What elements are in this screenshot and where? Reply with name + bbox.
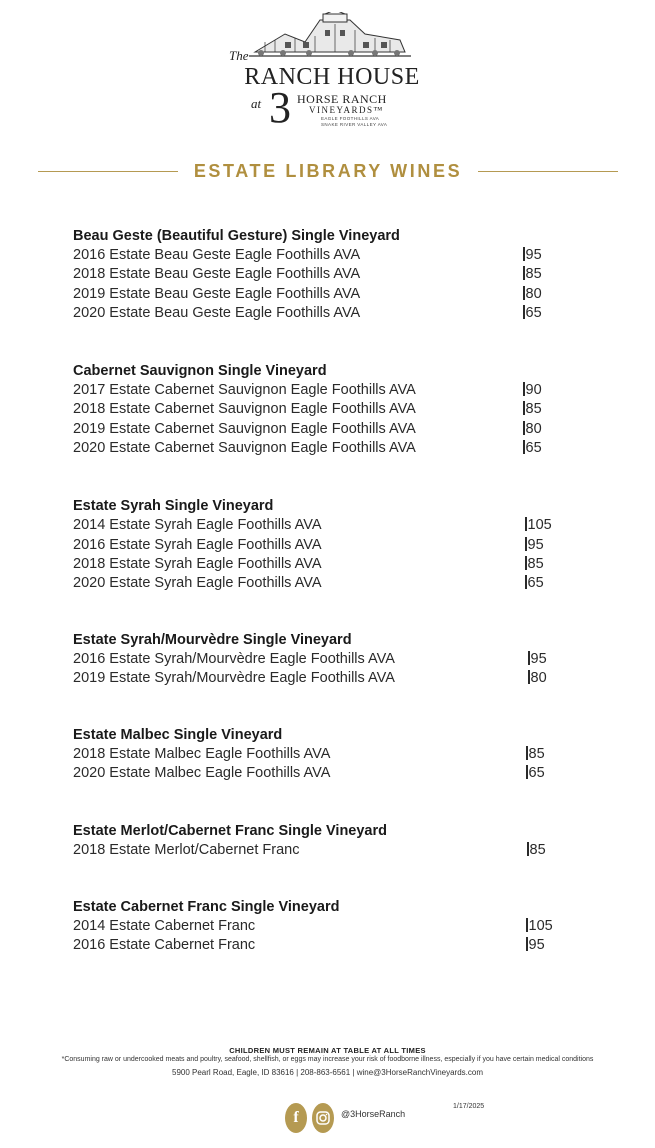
section-title: Estate Malbec Single Vineyard [73, 727, 283, 744]
wine-section [73, 497, 573, 593]
wine-section [73, 898, 573, 956]
wine-item [73, 555, 573, 574]
wine-name: 2016 Estate Syrah Eagle Foothills AVA [73, 536, 322, 553]
wine-item [73, 439, 573, 458]
wine-price: 85 [523, 400, 542, 419]
section-title: Estate Syrah Single Vineyard [73, 498, 274, 515]
wine-name: 2018 Estate Merlot/Cabernet Franc [73, 841, 300, 858]
wine-name: 2016 Estate Syrah/Mourvèdre Eagle Foothills AVA [73, 650, 395, 667]
logo-at: at [251, 96, 262, 111]
wine-price: 90 [523, 381, 542, 400]
wine-item [73, 574, 573, 593]
wine-name: 2014 Estate Syrah Eagle Foothills AVA [73, 517, 322, 534]
heading-rule-right [478, 171, 618, 172]
wine-name: 2019 Estate Cabernet Sauvignon Eagle Foothills AVA [73, 420, 416, 437]
wine-section [73, 227, 573, 323]
logo-name: RANCH HOUSE [244, 64, 420, 90]
page-title: ESTATE LIBRARY WINES [193, 160, 463, 181]
wine-price: 105 [525, 516, 552, 535]
section-title: Beau Geste (Beautiful Gesture) Single Vineyard [73, 228, 400, 244]
wine-price: 80 [523, 285, 542, 304]
wine-item [73, 400, 573, 419]
wine-item [73, 285, 573, 304]
wine-item [73, 650, 573, 669]
wine-name: 2017 Estate Cabernet Sauvignon Eagle Foothills AVA [73, 382, 416, 399]
heading-rule-left [38, 171, 178, 172]
instagram-glyph [312, 1103, 334, 1133]
wine-name: 2016 Estate Beau Geste Eagle Foothills AVA [73, 247, 361, 263]
wine-item [73, 381, 573, 400]
logo-horse-ranch: HORSE RANCH [297, 92, 387, 106]
wine-section [73, 822, 573, 860]
wine-name: 2020 Estate Malbec Eagle Foothills AVA [73, 765, 331, 782]
wine-price: 80 [528, 669, 547, 688]
logo-vineyards: VINEYARDS™ [309, 105, 384, 115]
wine-item [73, 516, 573, 535]
wine-price: 85 [525, 555, 544, 574]
wine-name: 2018 Estate Malbec Eagle Foothills AVA [73, 746, 331, 763]
wine-price: 95 [523, 246, 542, 265]
wine-price: 85 [526, 745, 545, 764]
facebook-icon[interactable]: f [285, 1103, 307, 1133]
wine-section [73, 631, 573, 689]
wine-price: 105 [526, 917, 553, 936]
social-row [285, 1103, 545, 1133]
wine-name: 2018 Estate Cabernet Sauvignon Eagle Foothills AVA [73, 401, 416, 418]
wine-name: 2014 Estate Cabernet Franc [73, 918, 256, 935]
wine-price: 85 [523, 265, 542, 284]
wine-price: 95 [526, 936, 545, 955]
wine-name: 2019 Estate Beau Geste Eagle Foothills AVA [73, 285, 361, 302]
wine-item [73, 841, 573, 860]
section-title: Estate Cabernet Franc Single Vineyard [73, 899, 340, 916]
wine-item [73, 936, 573, 955]
wine-price: 80 [523, 420, 542, 439]
children-notice: CHILDREN MUST REMAIN AT TABLE AT ALL TIMES [229, 1046, 426, 1055]
section-title: Estate Syrah/Mourvèdre Single Vineyard [73, 631, 352, 648]
wine-name: 2018 Estate Beau Geste Eagle Foothills AVA [73, 266, 361, 283]
food-disclaimer: *Consuming raw or undercooked meats and poultry, seafood, shellfish, or eggs may increase your risk of foodborne illness, especially if you have certain medical conditions [61, 1056, 594, 1063]
wine-price: 65 [526, 764, 545, 783]
wine-name: 2016 Estate Cabernet Franc [73, 937, 256, 954]
section-title: Estate Merlot/Cabernet Franc Single Vineyard [73, 822, 387, 839]
logo-ava-1: EAGLE FOOTHILLS AVA [321, 116, 380, 121]
wine-section [73, 726, 573, 784]
logo-number: 3 [269, 83, 291, 132]
ranch-house-logo [225, 12, 430, 130]
wine-section [73, 362, 573, 458]
wine-name: 2019 Estate Syrah/Mourvèdre Eagle Foothills AVA [73, 669, 395, 686]
heading-row [38, 158, 618, 184]
wine-item [73, 265, 573, 284]
wine-price: 95 [525, 536, 544, 555]
wine-price: 65 [523, 439, 542, 458]
print-date: 1/17/2025 [453, 1103, 485, 1110]
logo-the: The [229, 48, 249, 63]
contact-info: 5900 Pearl Road, Eagle, ID 83616 | 208-863-6561 | wine@3HorseRanchVineyards.com [172, 1068, 483, 1077]
section-title: Cabernet Sauvignon Single Vineyard [73, 363, 327, 380]
instagram-icon[interactable] [312, 1103, 334, 1133]
wine-name: 2020 Estate Syrah Eagle Foothills AVA [73, 575, 322, 592]
wine-item [73, 246, 573, 265]
wine-item [73, 745, 573, 764]
wine-price: 65 [525, 574, 544, 593]
wine-name: 2018 Estate Syrah Eagle Foothills AVA [73, 555, 322, 572]
logo-ava-2: SNAKE RIVER VALLEY AVA [321, 122, 388, 127]
footer [0, 1046, 655, 1077]
wine-price: 85 [527, 841, 546, 860]
wine-item [73, 536, 573, 555]
wine-price: 95 [528, 650, 547, 669]
logo-ava-lines [321, 116, 387, 128]
wine-item [73, 764, 573, 783]
wine-list [73, 227, 573, 956]
wine-item [73, 420, 573, 439]
wine-name: 2020 Estate Beau Geste Eagle Foothills AVA [73, 304, 361, 321]
wine-price: 65 [523, 304, 542, 323]
wine-name: 2020 Estate Cabernet Sauvignon Eagle Foothills AVA [73, 440, 416, 457]
social-handle[interactable]: @3HorseRanch [341, 1109, 406, 1119]
wine-item [73, 917, 573, 936]
wine-item [73, 669, 573, 688]
ranch-house-drawing [225, 12, 430, 72]
wine-item [73, 304, 573, 323]
